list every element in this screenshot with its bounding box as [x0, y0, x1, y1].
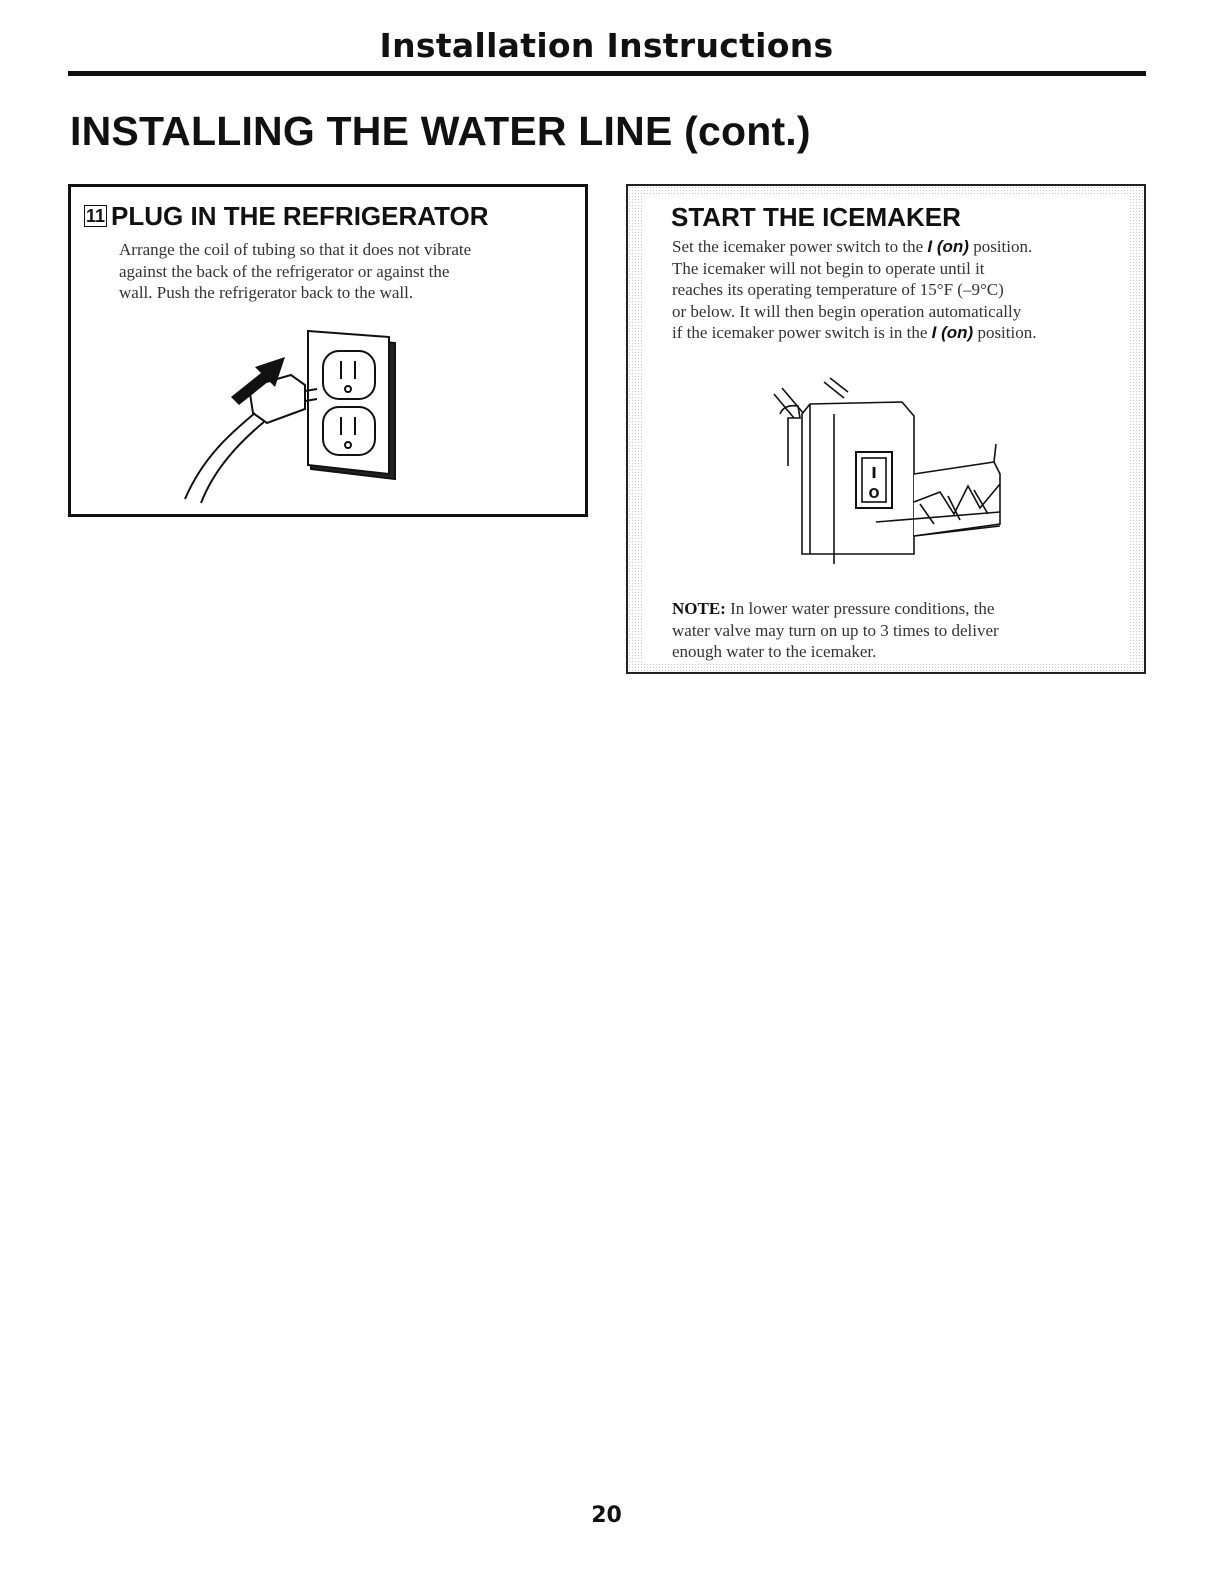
note-line: enough water to the icemaker. — [672, 642, 877, 661]
section-title: INSTALLING THE WATER LINE (cont.) — [70, 108, 811, 154]
icemaker-line: The icemaker will not begin to operate until it — [672, 258, 985, 278]
header-title: Installation Instructions — [379, 26, 834, 65]
plug-in-panel — [68, 184, 588, 517]
icemaker-illustration — [764, 374, 1014, 564]
note-line: water valve may turn on up to 3 times to deliver — [672, 620, 999, 640]
icemaker-heading: START THE ICEMAKER — [671, 202, 961, 232]
on-position-label: I (on) — [927, 237, 969, 256]
plug-in-line: against the back of the refrigerator or against the — [119, 261, 450, 281]
icemaker-panel-body — [644, 196, 1128, 662]
power-cord — [185, 413, 265, 503]
icemaker-panel — [626, 184, 1146, 674]
icemaker-instructions — [672, 236, 1036, 344]
icemaker-line: if the icemaker power switch is in the I (on) position. — [672, 323, 1037, 342]
plug-in-line: Arrange the coil of tubing so that it does not vibrate — [119, 240, 472, 259]
note-label: NOTE: — [672, 599, 726, 618]
plug-in-instructions — [119, 239, 471, 304]
icemaker-line: Set the icemaker power switch to the I (on) position. — [672, 237, 1033, 256]
plug-in-heading — [84, 201, 489, 232]
icemaker-line: reaches its operating temperature of 15°F (–9°C) — [672, 280, 1004, 299]
icemaker-note: NOTE: In lower water pressure conditions, the water valve may turn on up to 3 times to deliver enough water to the icemaker. — [672, 599, 999, 661]
plug-in-heading-text: PLUG IN THE REFRIGERATOR — [111, 201, 489, 231]
mounting-bracket — [780, 406, 800, 466]
switch-off-glyph: O — [868, 487, 880, 502]
plug-in-line: wall. Push the refrigerator back to the wall. — [119, 283, 414, 302]
step-number-badge: 11 — [86, 206, 106, 226]
switch-on-glyph: I — [871, 464, 877, 482]
plug-outlet-illustration — [181, 327, 411, 507]
header-divider — [68, 71, 1146, 76]
page-number: 20 — [591, 1503, 622, 1528]
on-position-label: I (on) — [931, 323, 974, 342]
icemaker-line: or below. It will then begin operation automatically — [672, 301, 1022, 321]
